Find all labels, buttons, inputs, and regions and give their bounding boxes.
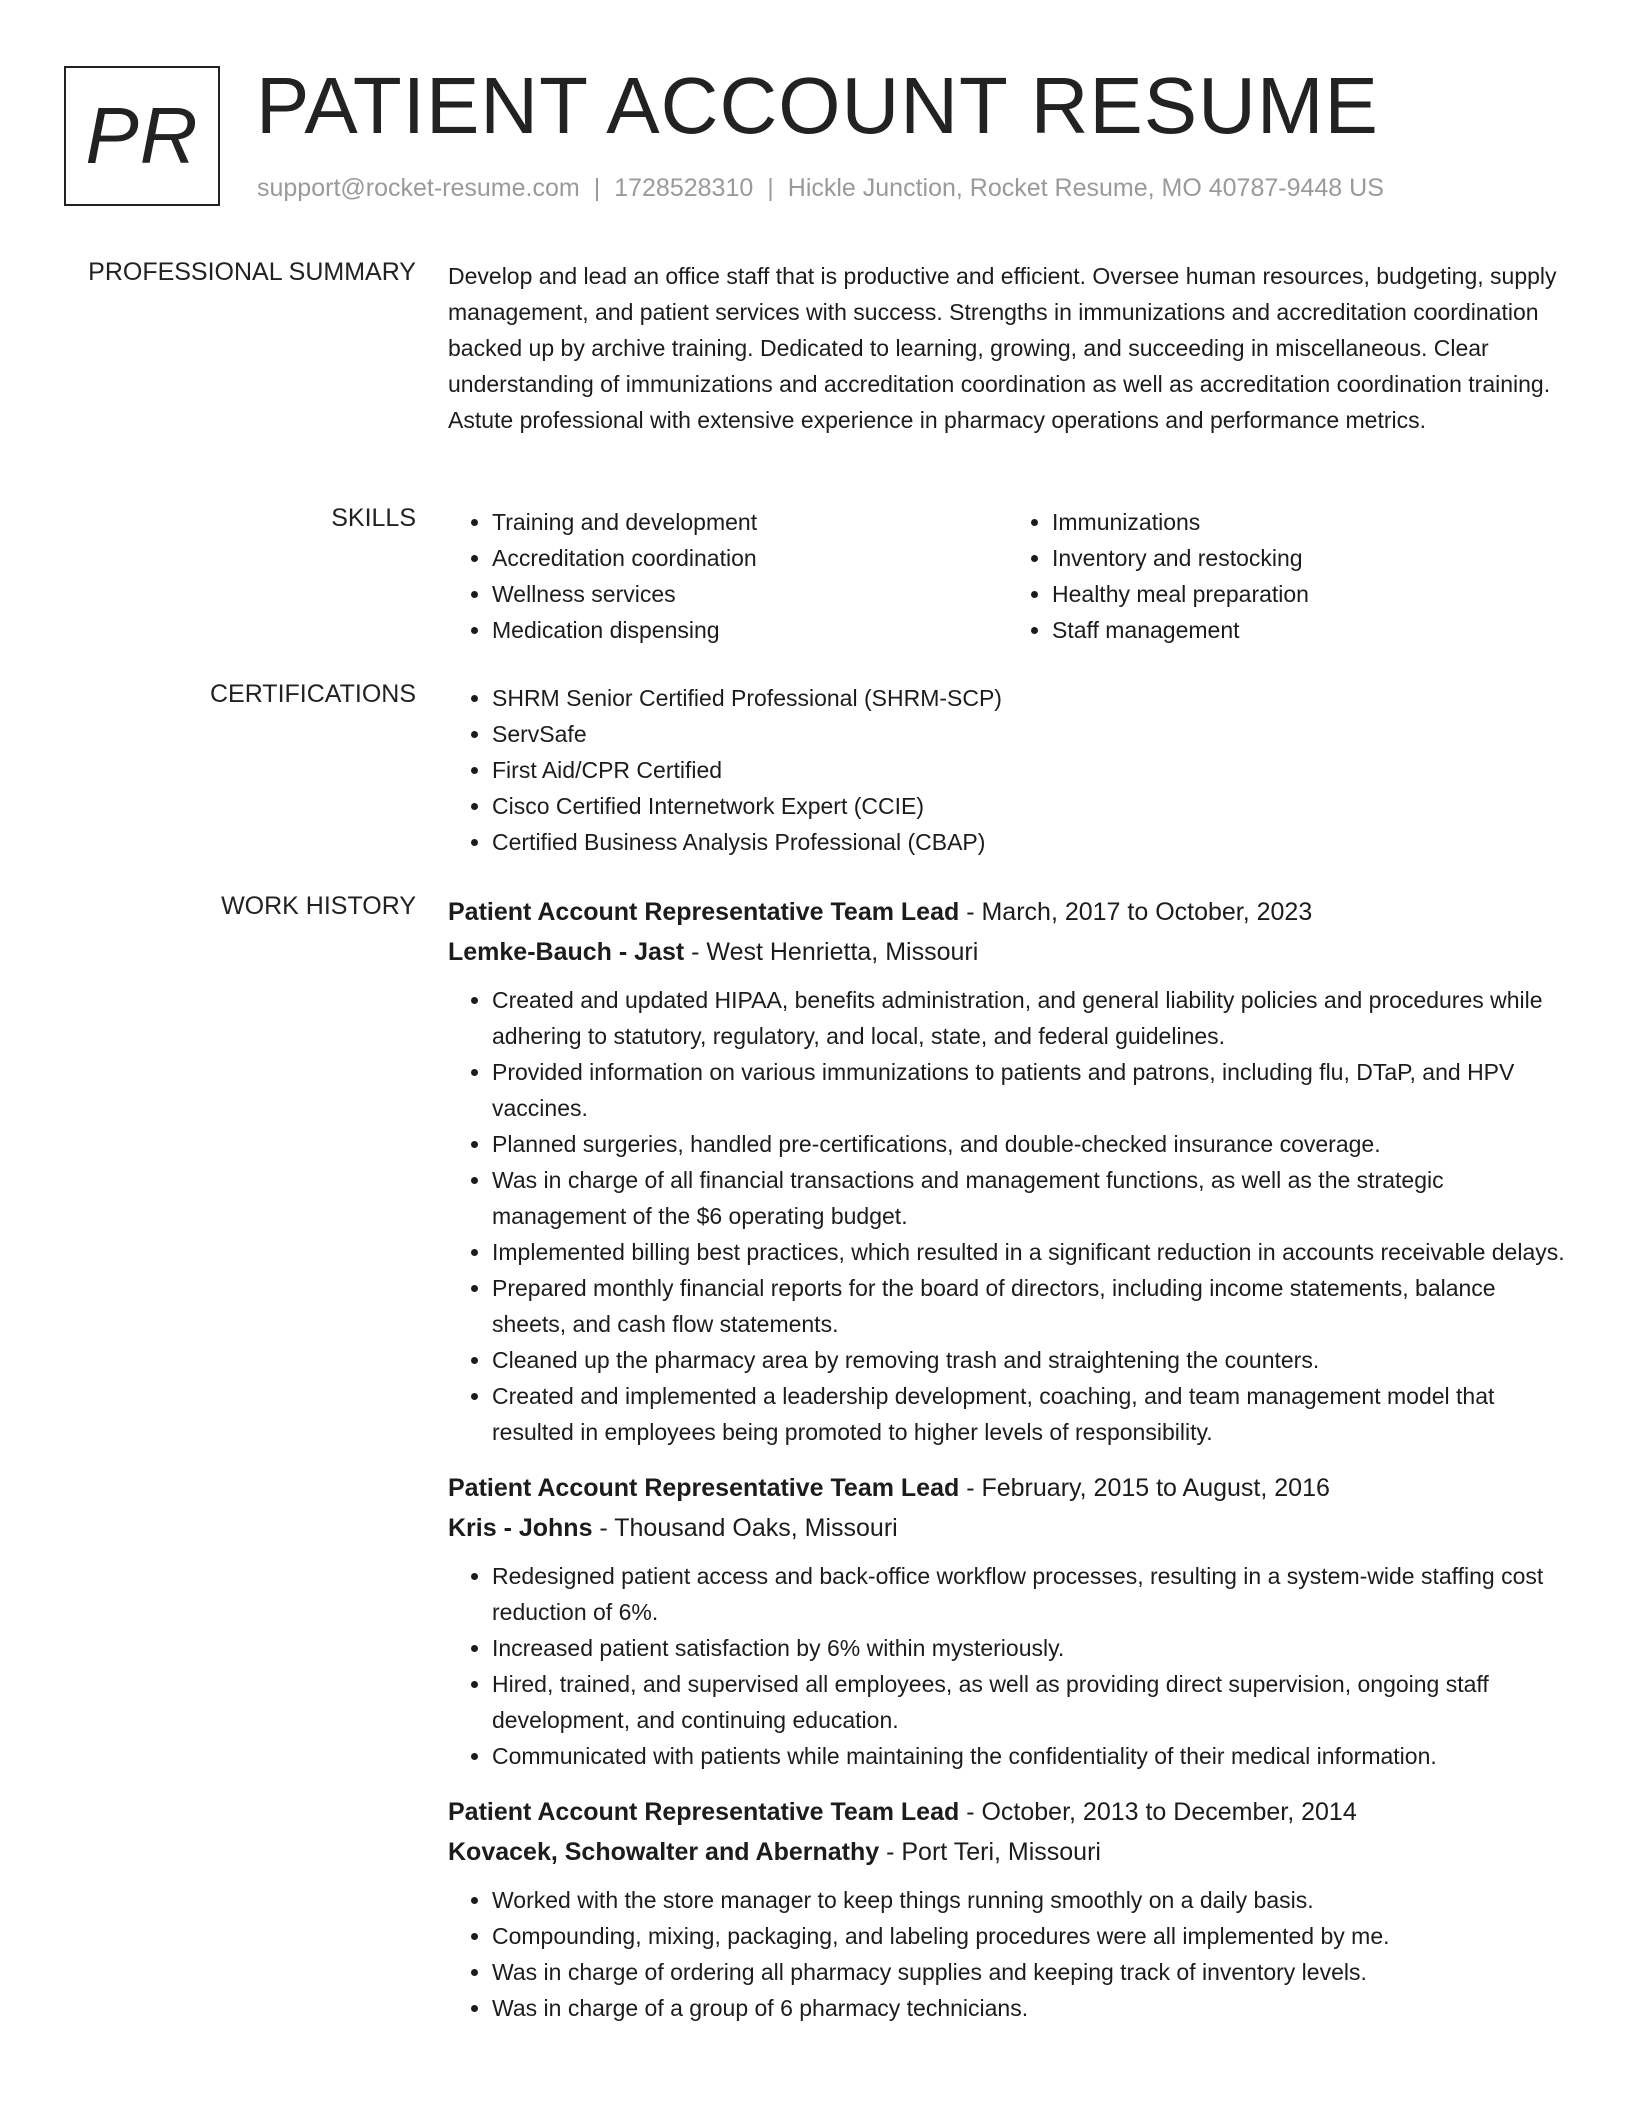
certification-item: • SHRM Senior Certified Professional (SHRM-SCP): [492, 680, 1568, 716]
job-bullet: • Implemented billing best practices, which resulted in a significant reduction in accounts receivable delays.: [492, 1234, 1568, 1270]
certifications-body: [448, 680, 1568, 860]
job-bullet: • Hired, trained, and supervised all employees, as well as providing direct supervision, ongoing staff development, and continuing education.: [492, 1666, 1568, 1738]
skill-item: • Accreditation coordination: [492, 540, 1008, 576]
job-location: - Thousand Oaks, Missouri: [592, 1514, 898, 1542]
certifications-heading: CERTIFICATIONS: [209, 680, 416, 708]
job-bullets: [448, 1558, 1568, 1774]
job-bullet: • Increased patient satisfaction by 6% within mysteriously.: [492, 1630, 1568, 1666]
job-location: - West Henrietta, Missouri: [684, 938, 979, 966]
job-bullet: • Created and implemented a leadership development, coaching, and team management model that resulted in employees being promoted to higher levels of responsibility.: [492, 1378, 1568, 1450]
summary-heading: PROFESSIONAL SUMMARY: [88, 258, 416, 286]
resume-header: [64, 61, 1564, 216]
job-bullet: • Cleaned up the pharmacy area by removing trash and straightening the counters.: [492, 1342, 1568, 1378]
certifications-list: [448, 680, 1568, 860]
contact-address: Hickle Junction, Rocket Resume, MO 40787-9448 US: [787, 174, 1384, 202]
skills-list-right: [1008, 504, 1568, 648]
job-company-line: [448, 932, 1568, 972]
job-title-line: [448, 1468, 1568, 1508]
skill-item: • Medication dispensing: [492, 612, 1008, 648]
job-title: Patient Account Representative Team Lead: [448, 1474, 960, 1502]
certification-item: • ServSafe: [492, 716, 1568, 752]
job-entry: [448, 1468, 1568, 1774]
job-entry: [448, 892, 1568, 1450]
skill-item: • Staff management: [1052, 612, 1568, 648]
job-bullet: • Redesigned patient access and back-office workflow processes, resulting in a system-wide staffing cost reduction of 6%.: [492, 1558, 1568, 1630]
job-title: Patient Account Representative Team Lead: [448, 898, 960, 926]
contact-separator: |: [767, 174, 774, 202]
contact-separator: |: [593, 174, 601, 202]
job-company-line: [448, 1508, 1568, 1548]
skill-item: • Healthy meal preparation: [1052, 576, 1568, 612]
job-dates: - March, 2017 to October, 2023: [959, 898, 1313, 926]
page-title: PATIENT ACCOUNT RESUME: [256, 61, 1379, 150]
contact-phone: 1728528310: [614, 174, 754, 202]
certification-item: • Cisco Certified Internetwork Expert (CCIE): [492, 788, 1568, 824]
job-bullet: • Was in charge of a group of 6 pharmacy technicians.: [492, 1990, 1568, 2026]
job-bullet: • Provided information on various immunizations to patients and patrons, including flu, DTaP, and HPV vaccines.: [492, 1054, 1568, 1126]
certification-item: • First Aid/CPR Certified: [492, 752, 1568, 788]
work-history-body: [448, 892, 1568, 2044]
certification-item: • Certified Business Analysis Professional (CBAP): [492, 824, 1568, 860]
job-title-line: [448, 1792, 1568, 1832]
job-bullet: • Communicated with patients while maintaining the confidentiality of their medical information.: [492, 1738, 1568, 1774]
job-company: Kovacek, Schowalter and Abernathy: [448, 1838, 880, 1866]
job-bullet: • Was in charge of ordering all pharmacy supplies and keeping track of inventory levels.: [492, 1954, 1568, 1990]
monogram-badge: PR: [64, 66, 220, 206]
skills-heading: SKILLS: [331, 504, 416, 532]
job-bullet: • Created and updated HIPAA, benefits administration, and general liability policies and procedures while adhering to statutory, regulatory, and local, state, and federal guidelines.: [492, 982, 1568, 1054]
job-bullet: • Was in charge of all financial transactions and management functions, as well as the strategic management of the $6 operating budget.: [492, 1162, 1568, 1234]
skill-item: • Wellness services: [492, 576, 1008, 612]
skills-columns: [448, 504, 1568, 648]
job-bullet: • Compounding, mixing, packaging, and labeling procedures were all implemented by me.: [492, 1918, 1568, 1954]
job-bullet: • Worked with the store manager to keep things running smoothly on a daily basis.: [492, 1882, 1568, 1918]
summary-text: Develop and lead an office staff that is productive and efficient. Oversee human resources, budgeting, supply management, and patient services with success. Strengths in immunizations and accreditation coordination backed up by archive training. Dedicated to learning, growing, and succeeding in miscellaneous. Clear understanding of immunizations and accreditation coordination as well as accreditation coordination training. Astute professional with extensive experience in pharmacy operations and performance metrics.: [448, 263, 1557, 433]
job-title-line: [448, 892, 1568, 932]
work-history-heading: WORK HISTORY: [221, 892, 416, 920]
job-bullets: [448, 982, 1568, 1450]
job-location: - Port Teri, Missouri: [879, 1838, 1101, 1866]
job-company: Kris - Johns: [448, 1514, 593, 1542]
skill-item: • Inventory and restocking: [1052, 540, 1568, 576]
skill-item: • Training and development: [492, 504, 1008, 540]
job-company: Lemke-Bauch - Jast: [448, 938, 685, 966]
job-dates: - October, 2013 to December, 2014: [959, 1798, 1357, 1826]
contact-email: support@rocket-resume.com: [257, 174, 580, 202]
contact-line: [257, 174, 1384, 203]
job-bullet: • Planned surgeries, handled pre-certifications, and double-checked insurance coverage.: [492, 1126, 1568, 1162]
job-company-line: [448, 1832, 1568, 1872]
job-title: Patient Account Representative Team Lead: [448, 1798, 960, 1826]
job-bullets: [448, 1882, 1568, 2026]
skills-list-left: [448, 504, 1008, 648]
job-dates: - February, 2015 to August, 2016: [959, 1474, 1330, 1502]
skill-item: • Immunizations: [1052, 504, 1568, 540]
job-bullet: • Prepared monthly financial reports for the board of directors, including income statements, balance sheets, and cash flow statements.: [492, 1270, 1568, 1342]
job-entry: [448, 1792, 1568, 2026]
